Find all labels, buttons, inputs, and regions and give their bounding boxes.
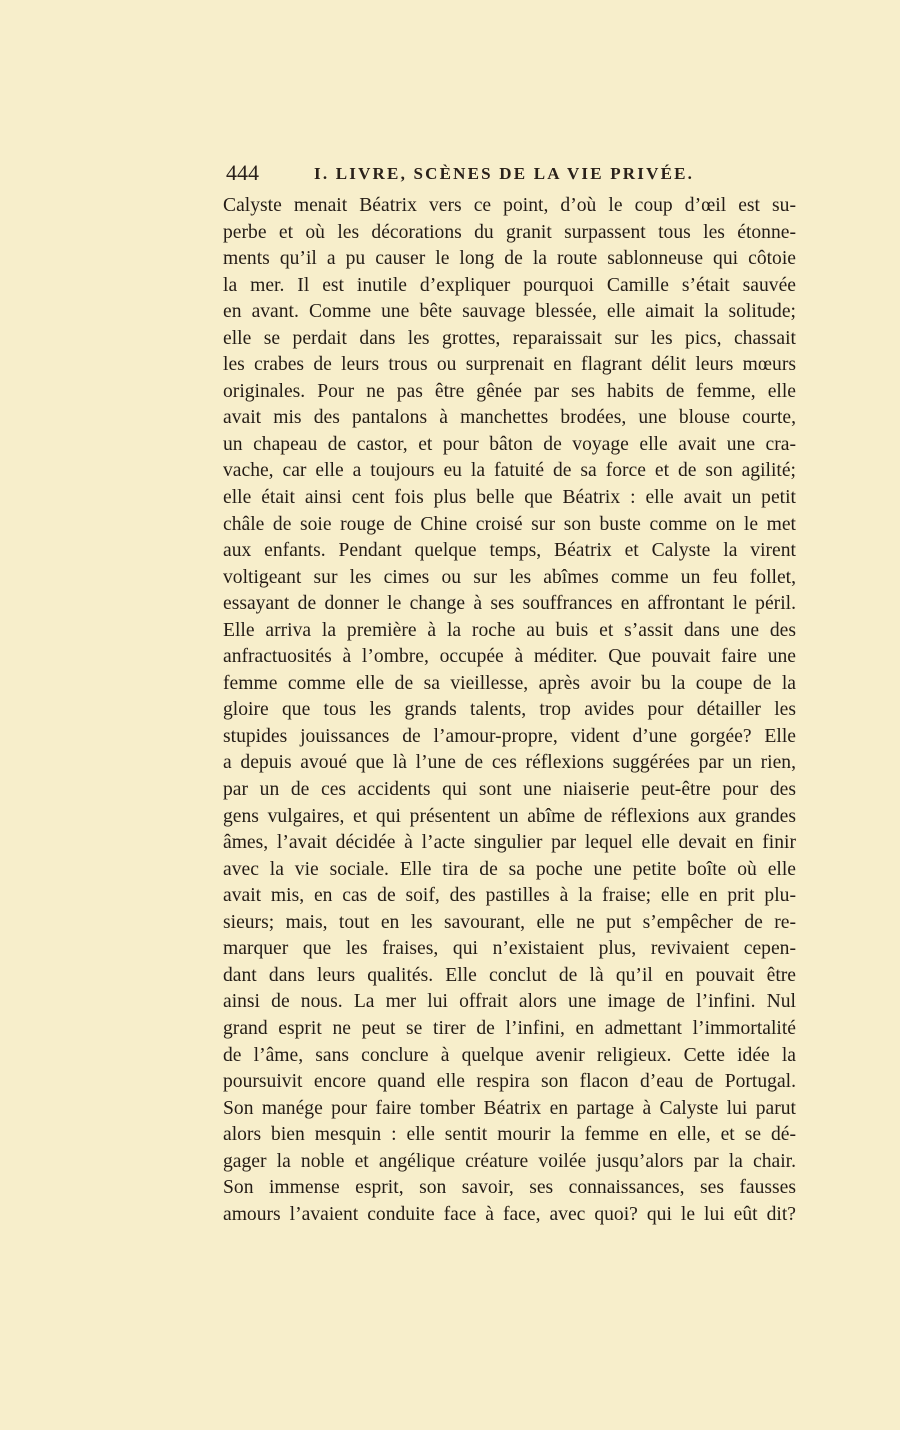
- text-line: Son manége pour faire tomber Béatrix en partage à Calyste lui parut: [223, 1097, 796, 1119]
- running-title: I. LIVRE, SCÈNES DE LA VIE PRIVÉE.: [314, 164, 695, 183]
- text-line: dant dans leurs qualités. Elle conclut de là qu’il en pouvait être: [223, 964, 796, 986]
- text-line: poursuivit encore quand elle respira son flacon d’eau de Portugal.: [223, 1071, 796, 1093]
- text-line: gens vulgaires, et qui présentent un abîme de réflexions aux grandes: [223, 805, 796, 827]
- text-line: essayant de donner le change à ses souffrances en affrontant le péril.: [223, 593, 796, 615]
- text-line: perbe et où les décorations du granit surpassent tous les étonne-: [223, 221, 796, 243]
- text-line: vache, car elle a toujours eu la fatuité de sa force et de son agilité;: [223, 460, 796, 482]
- body-text: [223, 193, 796, 1228]
- text-line: elle était ainsi cent fois plus belle que Béatrix : elle avait un petit: [223, 487, 796, 509]
- text-line: elle se perdait dans les grottes, reparaissait sur les pics, chassait: [223, 327, 796, 349]
- text-line: femme comme elle de sa vieillesse, après avoir bu la coupe de la: [223, 672, 796, 694]
- text-line: gager la noble et angélique créature voilée jusqu’alors par la chair.: [223, 1150, 796, 1172]
- text-line: de l’âme, sans conclure à quelque avenir religieux. Cette idée la: [223, 1044, 796, 1066]
- page-number: 444: [226, 160, 259, 185]
- text-line: anfractuosités à l’ombre, occupée à méditer. Que pouvait faire une: [223, 646, 796, 668]
- text-line: voltigeant sur les cimes ou sur les abîmes comme un feu follet,: [223, 566, 796, 588]
- text-line: Calyste menait Béatrix vers ce point, d’où le coup d’œil est su-: [223, 195, 796, 216]
- text-line: grand esprit ne peut se tirer de l’infini, en admettant l’immortalité: [223, 1017, 796, 1039]
- text-line: Son immense esprit, son savoir, ses connaissances, ses fausses: [223, 1177, 796, 1199]
- text-line: gloire que tous les grands talents, trop avides pour détailler les: [223, 699, 796, 721]
- text-line: la mer. Il est inutile d’expliquer pourquoi Camille s’était sauvée: [223, 274, 796, 296]
- text-line: amours l’avaient conduite face à face, avec quoi? qui le lui eût dit?: [223, 1203, 796, 1225]
- text-line: avec la vie sociale. Elle tira de sa poche une petite boîte où elle: [223, 858, 796, 880]
- text-line: ainsi de nous. La mer lui offrait alors une image de l’infini. Nul: [223, 991, 796, 1013]
- text-line: Elle arriva la première à la roche au buis et s’assit dans une des: [223, 619, 796, 641]
- text-line: un chapeau de castor, et pour bâton de voyage elle avait une cra-: [223, 433, 796, 455]
- text-line: sieurs; mais, tout en les savourant, elle ne put s’empêcher de re-: [223, 911, 796, 933]
- text-line: en avant. Comme une bête sauvage blessée, elle aimait la solitude;: [223, 301, 796, 323]
- text-line: alors bien mesquin : elle sentit mourir la femme en elle, et se dé-: [223, 1124, 796, 1146]
- text-line: avait mis, en cas de soif, des pastilles à la fraise; elle en prit plu-: [223, 885, 796, 907]
- text-line: stupides jouissances de l’amour-propre, vident d’une gorgée? Elle: [223, 725, 796, 747]
- text-line: originales. Pour ne pas être gênée par ses habits de femme, elle: [223, 380, 796, 402]
- text-line: par un de ces accidents qui sont une niaiserie peut-être pour des: [223, 779, 796, 801]
- text-line: châle de soie rouge de Chine croisé sur son buste comme on le met: [223, 513, 796, 535]
- text-line: aux enfants. Pendant quelque temps, Béatrix et Calyste la virent: [223, 540, 796, 562]
- text-line: avait mis des pantalons à manchettes brodées, une blouse courte,: [223, 407, 796, 429]
- running-head: [226, 158, 796, 188]
- text-line: les crabes de leurs trous ou surprenait en flagrant délit leurs mœurs: [223, 354, 796, 376]
- text-line: a depuis avoué que là l’une de ces réflexions suggérées par un rien,: [223, 752, 796, 774]
- text-line: âmes, l’avait décidée à l’acte singulier par lequel elle devait en finir: [223, 832, 796, 854]
- text-line: ments qu’il a pu causer le long de la route sablonneuse qui côtoie: [223, 248, 796, 270]
- text-line: marquer que les fraises, qui n’existaient plus, revivaient cepen-: [223, 938, 796, 960]
